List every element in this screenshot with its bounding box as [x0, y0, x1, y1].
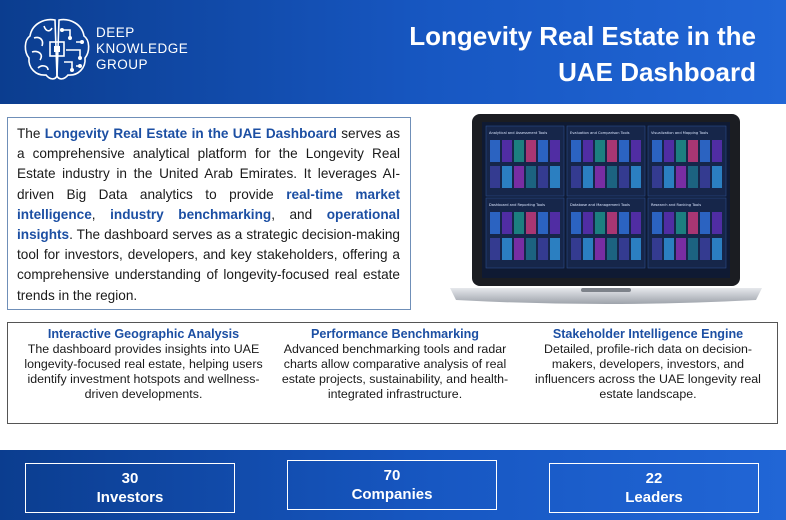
- screen-thumbnail: [712, 212, 722, 234]
- screen-thumbnail: [514, 166, 524, 188]
- brain-logo-icon: [20, 12, 94, 86]
- screen-thumbnail: [595, 238, 605, 260]
- intro-highlight: Longevity Real Estate in the UAE Dashboard: [44, 126, 337, 141]
- screen-thumbnail: [526, 238, 536, 260]
- feature-text: Advanced benchmarking tools and radar charts allow comparative analysis of real estate projects, sustainability, and health-integrated infrastructure.: [281, 342, 509, 401]
- intro-text: . The dashboard serves as a strategic decision-making tool for investors, developers, and key stakeholders, offering a comprehensive understanding of longevity-focused real estate trends in the region.: [17, 227, 400, 303]
- screen-thumbnail: [538, 212, 548, 234]
- panel-title: Database and Management Tools: [570, 203, 630, 207]
- screen-thumbnail: [526, 212, 536, 234]
- panel-title: Visualization and Mapping Tools: [651, 131, 709, 135]
- screen-thumbnail: [502, 166, 512, 188]
- header-banner: [0, 0, 786, 104]
- screen-thumbnail: [688, 166, 698, 188]
- screen-thumbnail: [688, 140, 698, 162]
- screen-thumbnail: [631, 238, 641, 260]
- features-box: [7, 322, 778, 424]
- feature-performance-benchmarking: [270, 327, 520, 402]
- screen-thumbnail: [664, 140, 674, 162]
- screen-thumbnail: [619, 212, 629, 234]
- screen-thumbnail: [676, 212, 686, 234]
- screen-thumbnail: [712, 166, 722, 188]
- screen-thumbnail: [490, 140, 500, 162]
- stat-companies: [287, 460, 497, 510]
- screen-thumbnail: [550, 140, 560, 162]
- stat-label: Companies: [351, 486, 433, 503]
- screen-thumbnail: [619, 140, 629, 162]
- intro-text-box: [7, 117, 411, 310]
- screen-thumbnail: [595, 140, 605, 162]
- feature-title: Performance Benchmarking: [311, 327, 479, 341]
- screen-thumbnail: [700, 212, 710, 234]
- screen-thumbnail: [700, 140, 710, 162]
- screen-thumbnail: [700, 166, 710, 188]
- feature-title: Interactive Geographic Analysis: [47, 327, 240, 341]
- screen-thumbnail: [631, 140, 641, 162]
- panel-title: Analytical and Assessment Tools: [489, 131, 548, 135]
- screen-thumbnail: [550, 238, 560, 260]
- screen-thumbnail: [631, 212, 641, 234]
- screen-thumbnail: [502, 212, 512, 234]
- logo-line: KNOWLEDGE: [96, 41, 189, 56]
- screen-thumbnail: [676, 238, 686, 260]
- panel-title: Dashboard and Reporting Tools: [489, 203, 546, 207]
- intro-text: The: [17, 126, 45, 141]
- intro-text: , and: [271, 206, 327, 222]
- screen-thumbnail: [595, 166, 605, 188]
- screen-thumbnail: [571, 212, 581, 234]
- screen-thumbnail: [583, 238, 593, 260]
- panel-title: Research and Ranking Tools: [651, 203, 702, 207]
- intro-highlight: operational insights: [17, 206, 400, 243]
- page-title: Longevity Real Estate in the UAE Dashboard: [409, 21, 756, 87]
- screen-thumbnail: [550, 166, 560, 188]
- screen-thumbnail: [538, 140, 548, 162]
- screen-thumbnail: [595, 212, 605, 234]
- feature-title: Stakeholder Intelligence Engine: [552, 327, 744, 341]
- intro-highlight: real-time market intelligence: [17, 186, 401, 222]
- feature-text: Detailed, profile-rich data on decision-makers, developers, investors, and influencers across the UAE longevity real estate landscape.: [535, 342, 761, 401]
- screen-thumbnail: [514, 212, 524, 234]
- stat-value: 22: [645, 470, 663, 487]
- feature-text: The dashboard provides insights into UAE longevity-focused real estate, helping users identify investment hotspots and wellness-driven developments.: [24, 342, 263, 401]
- intro-highlight: industry benchmarking: [110, 206, 272, 222]
- screen-thumbnail: [676, 140, 686, 162]
- screen-thumbnail: [571, 238, 581, 260]
- panel-title: Evaluation and Comparison Tools: [570, 131, 630, 135]
- screen-thumbnail: [664, 166, 674, 188]
- screen-thumbnail: [607, 140, 617, 162]
- logo-line: GROUP: [96, 57, 149, 72]
- screen-thumbnail: [652, 212, 662, 234]
- screen-thumbnail: [538, 238, 548, 260]
- screen-thumbnail: [514, 238, 524, 260]
- screen-thumbnail: [502, 238, 512, 260]
- screen-thumbnail: [607, 166, 617, 188]
- screen-thumbnail: [583, 212, 593, 234]
- screen-thumbnail: [514, 140, 524, 162]
- screen-thumbnail: [526, 140, 536, 162]
- stat-leaders: [549, 463, 759, 513]
- intro-text: ,: [91, 206, 111, 222]
- company-logo-text: [96, 25, 188, 73]
- screen-thumbnail: [571, 166, 581, 188]
- screen-thumbnail: [664, 212, 674, 234]
- screen-thumbnail: [526, 166, 536, 188]
- stat-label: Investors: [96, 489, 164, 506]
- screen-thumbnail: [583, 166, 593, 188]
- screen-thumbnail: [652, 140, 662, 162]
- screen-thumbnail: [712, 238, 722, 260]
- screen-thumbnail: [490, 212, 500, 234]
- intro-text: serves as a comprehensive analytical platform for the Longevity Real Estate industry in the United Arab Emirates. It leverages AI-driven Big Data analytics to provide: [17, 126, 400, 202]
- stat-value: 70: [383, 467, 401, 484]
- stat-investors: [25, 463, 235, 513]
- screen-thumbnail: [550, 212, 560, 234]
- screen-thumbnail: [652, 166, 662, 188]
- laptop-dashboard-image: [446, 112, 766, 312]
- screen-thumbnail: [631, 166, 641, 188]
- screen-thumbnail: [490, 166, 500, 188]
- screen-thumbnail: [712, 140, 722, 162]
- stat-value: 30: [121, 470, 139, 487]
- feature-stakeholder-intelligence: [523, 327, 773, 402]
- screen-thumbnail: [619, 166, 629, 188]
- screen-thumbnail: [607, 238, 617, 260]
- feature-geographic-analysis: [16, 327, 271, 402]
- screen-thumbnail: [619, 238, 629, 260]
- logo-line: DEEP: [96, 25, 135, 40]
- screen-thumbnail: [652, 238, 662, 260]
- screen-thumbnail: [700, 238, 710, 260]
- screen-thumbnail: [676, 166, 686, 188]
- stat-label: Leaders: [625, 489, 683, 506]
- screen-thumbnail: [607, 212, 617, 234]
- screen-thumbnail: [583, 140, 593, 162]
- screen-thumbnail: [490, 238, 500, 260]
- screen-thumbnail: [688, 212, 698, 234]
- screen-thumbnail: [688, 238, 698, 260]
- screen-thumbnail: [571, 140, 581, 162]
- footer-stats-bar: [0, 450, 786, 520]
- screen-thumbnail: [502, 140, 512, 162]
- screen-thumbnail: [664, 238, 674, 260]
- screen-thumbnail: [538, 166, 548, 188]
